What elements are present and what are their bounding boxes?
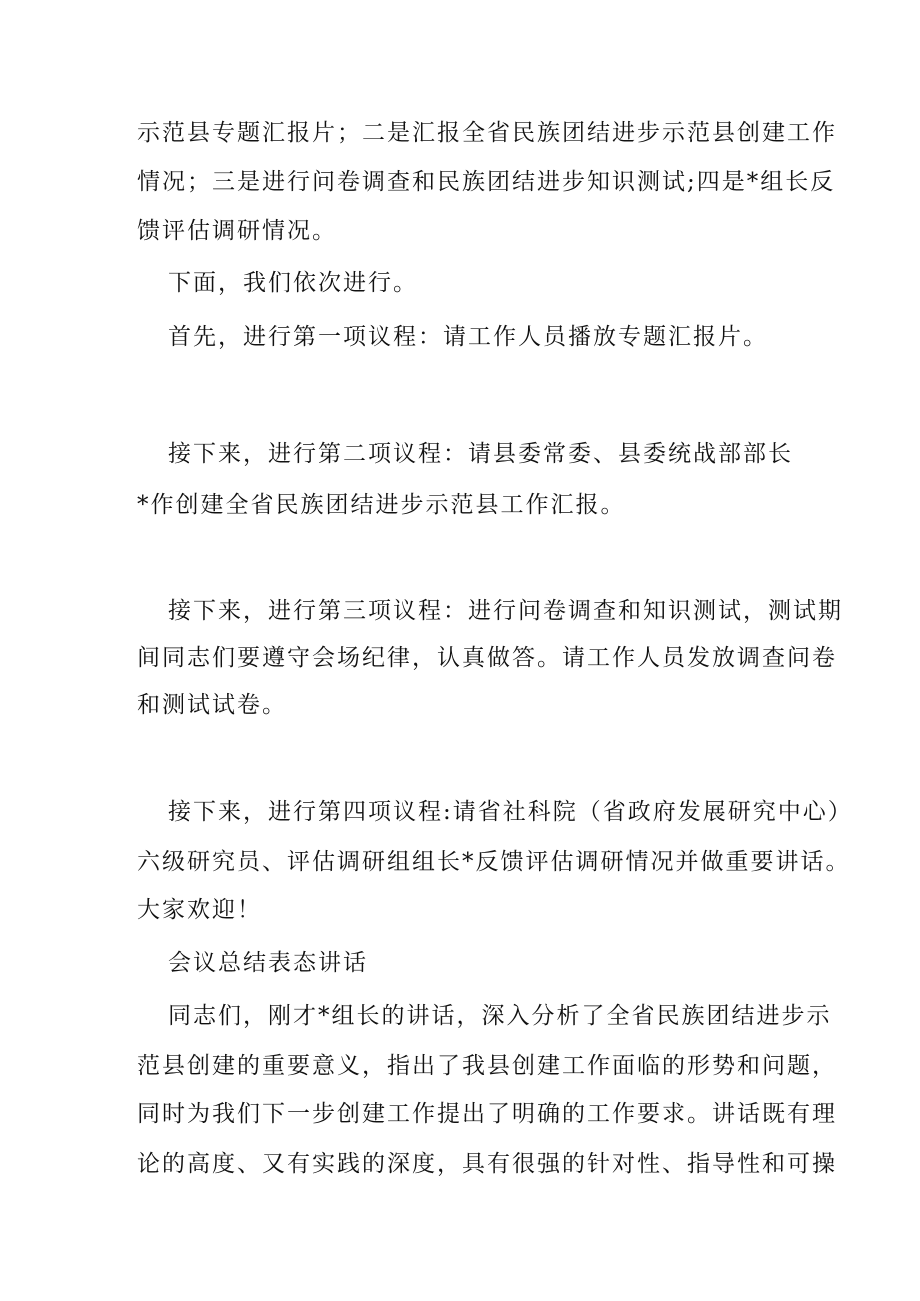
text-line: 接下来，进行第二项议程：请县委常委、县委统战部部长 <box>168 441 793 467</box>
text-line: 接下来，进行第四项议程:请省社科院（省政府发展研究中心） <box>168 799 853 825</box>
section-heading: 会议总结表态讲话 <box>168 950 368 976</box>
text-line: 同志们，刚才*组长的讲话，深入分析了全省民族团结进步示 <box>168 1003 832 1029</box>
text-line: 和测试试卷。 <box>137 692 287 718</box>
text-line: 六级研究员、评估调研组组长*反馈评估调研情况并做重要讲话。 <box>137 849 851 875</box>
text-line: 间同志们要遵守会场纪律，认真做答。请工作人员发放调查问卷 <box>137 645 837 671</box>
text-line: 馈评估调研情况。 <box>137 218 337 244</box>
text-line: 下面，我们依次进行。 <box>168 270 418 296</box>
text-line: 论的高度、又有实践的深度，具有很强的针对性、指导性和可操 <box>137 1151 837 1177</box>
text-line: *作创建全省民族团结进步示范县工作汇报。 <box>137 492 626 518</box>
text-line: 范县创建的重要意义，指出了我县创建工作面临的形势和问题， <box>137 1053 837 1079</box>
text-line: 大家欢迎！ <box>137 897 262 923</box>
text-line: 情况；三是进行问卷调查和民族团结进步知识测试;四是*组长反 <box>137 169 836 195</box>
text-line: 接下来，进行第三项议程：进行问卷调查和知识测试，测试期 <box>168 598 843 624</box>
text-line: 示范县专题汇报片；二是汇报全省民族团结进步示范县创建工作 <box>137 120 837 146</box>
text-line: 同时为我们下一步创建工作提出了明确的工作要求。讲话既有理 <box>137 1101 837 1127</box>
text-line: 首先，进行第一项议程：请工作人员播放专题汇报片。 <box>168 324 768 350</box>
